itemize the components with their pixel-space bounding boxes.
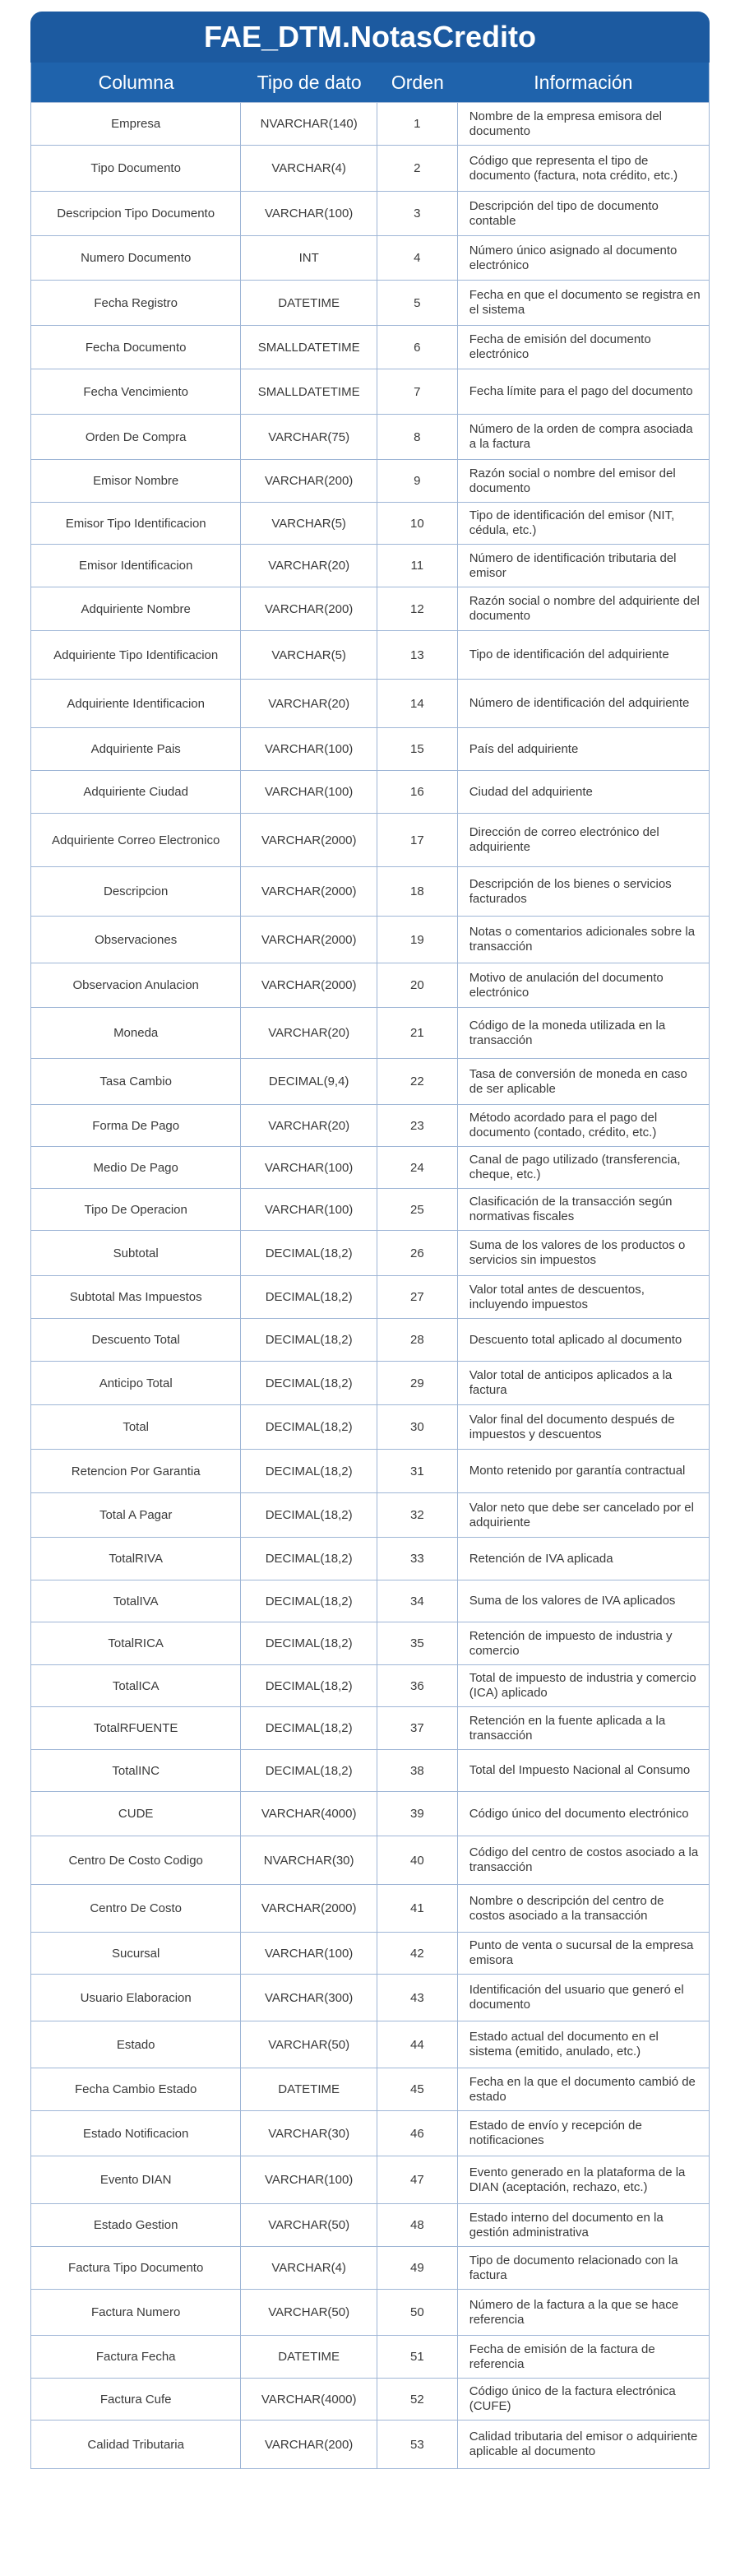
cell-tipo-dato: SMALLDATETIME: [241, 326, 377, 369]
cell-tipo-dato: VARCHAR(2000): [241, 867, 377, 916]
cell-orden: 9: [377, 460, 458, 502]
cell-tipo-dato: DATETIME: [241, 2068, 377, 2110]
cell-orden: 53: [377, 2421, 458, 2468]
table-row: [31, 1230, 709, 1275]
cell-orden: 13: [377, 631, 458, 679]
cell-orden: 42: [377, 1933, 458, 1974]
cell-informacion: Tipo de identificación del emisor (NIT, cédula, etc.): [469, 508, 675, 537]
cell-tipo-dato: VARCHAR(100): [241, 728, 377, 770]
cell-tipo-dato: VARCHAR(20): [241, 1105, 377, 1146]
cell-orden: 7: [377, 369, 458, 414]
table-row: [31, 2246, 709, 2289]
cell-orden: 12: [377, 587, 458, 630]
cell-columna: Adquiriente Correo Electronico: [31, 814, 241, 866]
cell-informacion: Identificación del usuario que generó el documento: [469, 1983, 684, 2012]
cell-columna: Factura Fecha: [31, 2336, 241, 2378]
cell-columna: Sucursal: [31, 1933, 241, 1974]
cell-tipo-dato: DECIMAL(18,2): [241, 1362, 377, 1404]
cell-orden: 2: [377, 146, 458, 191]
table-row: [31, 1622, 709, 1664]
cell-columna: Adquiriente Identificacion: [31, 680, 241, 727]
cell-columna: Total: [31, 1405, 241, 1449]
cell-informacion: Número de la orden de compra asociada a la factura: [469, 422, 693, 451]
table-row: [31, 1884, 709, 1932]
cell-tipo-dato: VARCHAR(5): [241, 503, 377, 544]
table-row: [31, 2156, 709, 2203]
cell-tipo-dato: DECIMAL(18,2): [241, 1622, 377, 1664]
cell-tipo-dato: VARCHAR(5): [241, 631, 377, 679]
cell-tipo-dato: VARCHAR(20): [241, 1008, 377, 1058]
cell-informacion: Suma de los valores de los productos o servicios sin impuestos: [469, 1238, 686, 1267]
cell-informacion: País del adquiriente: [469, 741, 579, 756]
cell-orden: 20: [377, 963, 458, 1007]
cell-orden: 31: [377, 1450, 458, 1492]
cell-columna: Adquiriente Ciudad: [31, 771, 241, 813]
cell-informacion: Número de identificación del adquiriente: [469, 696, 690, 710]
cell-informacion: Número único asignado al documento electrónico: [469, 243, 678, 272]
cell-orden: 6: [377, 326, 458, 369]
cell-informacion: Descuento total aplicado al documento: [469, 1332, 682, 1347]
cell-orden: 21: [377, 1008, 458, 1058]
cell-informacion: Fecha de emisión de la factura de referencia: [469, 2342, 655, 2371]
cell-orden: 5: [377, 281, 458, 325]
cell-informacion: Evento generado en la plataforma de la DIAN (aceptación, rechazo, etc.): [469, 2165, 686, 2194]
cell-orden: 26: [377, 1231, 458, 1275]
cell-columna: Observacion Anulacion: [31, 963, 241, 1007]
cell-informacion: Tipo de identificación del adquiriente: [469, 647, 669, 661]
cell-orden: 46: [377, 2111, 458, 2156]
cell-columna: Fecha Registro: [31, 281, 241, 325]
cell-tipo-dato: VARCHAR(300): [241, 1975, 377, 2021]
cell-orden: 14: [377, 680, 458, 727]
cell-informacion: Código del centro de costos asociado a la transacción: [469, 1845, 699, 1874]
cell-informacion: Total de impuesto de industria y comercio (ICA) aplicado: [469, 1671, 696, 1700]
data-dictionary-table: [30, 12, 710, 2469]
cell-tipo-dato: DECIMAL(18,2): [241, 1450, 377, 1492]
cell-tipo-dato: VARCHAR(50): [241, 2290, 377, 2335]
cell-tipo-dato: DECIMAL(18,2): [241, 1665, 377, 1706]
cell-columna: Observaciones: [31, 917, 241, 963]
cell-orden: 25: [377, 1189, 458, 1230]
cell-tipo-dato: VARCHAR(100): [241, 1147, 377, 1188]
table-row: [31, 1974, 709, 2021]
cell-columna: Forma De Pago: [31, 1105, 241, 1146]
cell-informacion: Tasa de conversión de moneda en caso de ser aplicable: [469, 1066, 687, 1096]
cell-orden: 28: [377, 1319, 458, 1361]
table-row: [31, 544, 709, 587]
cell-informacion: Notas o comentarios adicionales sobre la transacción: [469, 925, 696, 954]
table-row: [31, 2021, 709, 2068]
cell-tipo-dato: VARCHAR(2000): [241, 1885, 377, 1932]
cell-columna: Adquiriente Nombre: [31, 587, 241, 630]
cell-columna: Centro De Costo Codigo: [31, 1836, 241, 1884]
cell-informacion: Retención de impuesto de industria y comercio: [469, 1628, 673, 1658]
cell-informacion: Punto de venta o sucursal de la empresa emisora: [469, 1938, 694, 1967]
cell-tipo-dato: DECIMAL(18,2): [241, 1319, 377, 1361]
cell-columna: Factura Cufe: [31, 2379, 241, 2420]
cell-orden: 16: [377, 771, 458, 813]
table-row: [31, 1361, 709, 1404]
cell-informacion: Descripción de los bienes o servicios facturados: [469, 876, 672, 906]
table-row: [31, 1706, 709, 1749]
cell-orden: 23: [377, 1105, 458, 1146]
cell-orden: 49: [377, 2247, 458, 2289]
cell-columna: Orden De Compra: [31, 415, 241, 459]
cell-tipo-dato: VARCHAR(100): [241, 1189, 377, 1230]
cell-informacion: Descripción del tipo de documento contable: [469, 198, 659, 228]
table-row: [31, 459, 709, 502]
cell-informacion: Método acordado para el pago del documento (contado, crédito, etc.): [469, 1111, 658, 1139]
cell-informacion: Dirección de correo electrónico del adquiriente: [469, 825, 659, 854]
cell-tipo-dato: NVARCHAR(140): [241, 103, 377, 145]
cell-orden: 48: [377, 2204, 458, 2246]
cell-informacion: Fecha de emisión del documento electrónico: [469, 332, 651, 361]
cell-tipo-dato: DECIMAL(18,2): [241, 1538, 377, 1580]
table-row: [31, 1537, 709, 1580]
header-columna: Columna: [98, 71, 174, 93]
cell-tipo-dato: DECIMAL(9,4): [241, 1059, 377, 1104]
table-row: [31, 235, 709, 280]
table-row: [31, 866, 709, 916]
cell-informacion: Nombre de la empresa emisora del documento: [469, 109, 662, 138]
table-row: [31, 1791, 709, 1836]
cell-columna: CUDE: [31, 1792, 241, 1836]
cell-orden: 8: [377, 415, 458, 459]
cell-columna: Tipo Documento: [31, 146, 241, 191]
table-row: [31, 2420, 709, 2469]
cell-tipo-dato: VARCHAR(50): [241, 2021, 377, 2068]
cell-orden: 15: [377, 728, 458, 770]
cell-tipo-dato: VARCHAR(2000): [241, 963, 377, 1007]
table-row: [31, 2289, 709, 2335]
cell-tipo-dato: DECIMAL(18,2): [241, 1580, 377, 1622]
cell-informacion: Estado de envío y recepción de notificaciones: [469, 2119, 642, 2147]
table-row: [31, 369, 709, 414]
cell-orden: 30: [377, 1405, 458, 1449]
cell-columna: Fecha Vencimiento: [31, 369, 241, 414]
table-row: [31, 502, 709, 544]
cell-orden: 29: [377, 1362, 458, 1404]
cell-columna: Descripcion: [31, 867, 241, 916]
cell-columna: Moneda: [31, 1008, 241, 1058]
cell-columna: Empresa: [31, 103, 241, 145]
table-row: [31, 191, 709, 235]
table-row: [31, 770, 709, 813]
cell-orden: 24: [377, 1147, 458, 1188]
cell-tipo-dato: VARCHAR(100): [241, 2156, 377, 2203]
cell-tipo-dato: DECIMAL(18,2): [241, 1707, 377, 1749]
cell-informacion: Estado interno del documento en la gestión administrativa: [469, 2210, 664, 2239]
cell-columna: Estado: [31, 2021, 241, 2068]
cell-informacion: Calidad tributaria del emisor o adquiriente aplicable al documento: [469, 2430, 698, 2458]
cell-columna: Fecha Cambio Estado: [31, 2068, 241, 2110]
cell-orden: 45: [377, 2068, 458, 2110]
cell-tipo-dato: VARCHAR(4): [241, 146, 377, 191]
cell-tipo-dato: VARCHAR(100): [241, 1933, 377, 1974]
cell-tipo-dato: VARCHAR(2000): [241, 814, 377, 866]
cell-columna: Tasa Cambio: [31, 1059, 241, 1104]
table-row: [31, 1146, 709, 1188]
cell-tipo-dato: DATETIME: [241, 281, 377, 325]
header-orden: Orden: [391, 71, 444, 93]
cell-informacion: Código único de la factura electrónica (CUFE): [469, 2384, 676, 2413]
cell-tipo-dato: VARCHAR(100): [241, 192, 377, 235]
table-row: [31, 1104, 709, 1146]
cell-tipo-dato: VARCHAR(2000): [241, 917, 377, 963]
cell-orden: 44: [377, 2021, 458, 2068]
cell-orden: 50: [377, 2290, 458, 2335]
cell-informacion: Fecha límite para el pago del documento: [469, 384, 693, 398]
table-row: [31, 1580, 709, 1622]
cell-orden: 34: [377, 1580, 458, 1622]
cell-informacion: Fecha en que el documento se registra en el sistema: [469, 288, 701, 317]
table-row: [31, 1404, 709, 1449]
cell-orden: 10: [377, 503, 458, 544]
table-row: [31, 2378, 709, 2420]
cell-orden: 33: [377, 1538, 458, 1580]
table-row: [31, 1058, 709, 1104]
cell-columna: Centro De Costo: [31, 1885, 241, 1932]
cell-columna: Fecha Documento: [31, 326, 241, 369]
cell-informacion: Retención en la fuente aplicada a la transacción: [469, 1713, 666, 1743]
table-row: [31, 102, 709, 145]
cell-columna: Factura Tipo Documento: [31, 2247, 241, 2289]
cell-orden: 51: [377, 2336, 458, 2378]
cell-columna: Factura Numero: [31, 2290, 241, 2335]
cell-tipo-dato: VARCHAR(4000): [241, 2379, 377, 2420]
cell-orden: 19: [377, 917, 458, 963]
cell-tipo-dato: DECIMAL(18,2): [241, 1750, 377, 1791]
table-row: [31, 630, 709, 679]
cell-tipo-dato: VARCHAR(4): [241, 2247, 377, 2289]
cell-orden: 39: [377, 1792, 458, 1836]
cell-tipo-dato: VARCHAR(20): [241, 680, 377, 727]
cell-orden: 36: [377, 1665, 458, 1706]
cell-columna: TotalIVA: [31, 1580, 241, 1622]
cell-columna: Estado Gestion: [31, 2204, 241, 2246]
table-row: [31, 1932, 709, 1974]
cell-informacion: Código de la moneda utilizada en la transacción: [469, 1018, 666, 1047]
table-header: [30, 63, 710, 102]
cell-informacion: Código único del documento electrónico: [469, 1806, 689, 1821]
cell-columna: Anticipo Total: [31, 1362, 241, 1404]
cell-informacion: Razón social o nombre del emisor del documento: [469, 466, 676, 495]
cell-columna: TotalRIVA: [31, 1538, 241, 1580]
cell-tipo-dato: DECIMAL(18,2): [241, 1231, 377, 1275]
table-row: [31, 963, 709, 1007]
cell-tipo-dato: VARCHAR(50): [241, 2204, 377, 2246]
cell-orden: 37: [377, 1707, 458, 1749]
table-row: [31, 2110, 709, 2156]
table-row: [31, 1188, 709, 1230]
cell-tipo-dato: VARCHAR(30): [241, 2111, 377, 2156]
cell-tipo-dato: DATETIME: [241, 2336, 377, 2378]
cell-orden: 38: [377, 1750, 458, 1791]
cell-columna: Descripcion Tipo Documento: [31, 192, 241, 235]
cell-columna: Emisor Nombre: [31, 460, 241, 502]
table-row: [31, 813, 709, 866]
table-row: [31, 325, 709, 369]
table-row: [31, 145, 709, 191]
cell-tipo-dato: VARCHAR(200): [241, 587, 377, 630]
table-row: [31, 1492, 709, 1537]
table-row: [31, 1449, 709, 1492]
cell-columna: Total A Pagar: [31, 1493, 241, 1537]
table-row: [31, 916, 709, 963]
table-row: [31, 1664, 709, 1706]
cell-columna: Numero Documento: [31, 236, 241, 280]
cell-informacion: Razón social o nombre del adquiriente del documento: [469, 594, 700, 623]
cell-columna: Usuario Elaboracion: [31, 1975, 241, 2021]
cell-informacion: Total del Impuesto Nacional al Consumo: [469, 1763, 691, 1777]
cell-orden: 43: [377, 1975, 458, 2021]
cell-informacion: Estado actual del documento en el sistema (emitido, anulado, etc.): [469, 2030, 659, 2058]
table-body: [30, 102, 710, 2469]
cell-columna: TotalRFUENTE: [31, 1707, 241, 1749]
cell-tipo-dato: VARCHAR(20): [241, 545, 377, 587]
cell-columna: Subtotal Mas Impuestos: [31, 1276, 241, 1318]
table-row: [31, 679, 709, 727]
cell-informacion: Monto retenido por garantía contractual: [469, 1464, 686, 1478]
cell-informacion: Motivo de anulación del documento electrónico: [469, 970, 664, 1000]
cell-tipo-dato: VARCHAR(75): [241, 415, 377, 459]
cell-tipo-dato: VARCHAR(100): [241, 771, 377, 813]
cell-columna: Adquiriente Pais: [31, 728, 241, 770]
cell-informacion: Código que representa el tipo de documento (factura, nota crédito, etc.): [469, 153, 678, 183]
cell-orden: 4: [377, 236, 458, 280]
cell-columna: Retencion Por Garantia: [31, 1450, 241, 1492]
cell-columna: Emisor Identificacion: [31, 545, 241, 587]
table-title: FAE_DTM.NotasCredito: [30, 12, 710, 63]
table-row: [31, 414, 709, 459]
table-row: [31, 727, 709, 770]
cell-orden: 22: [377, 1059, 458, 1104]
cell-orden: 1: [377, 103, 458, 145]
table-row: [31, 587, 709, 630]
cell-tipo-dato: DECIMAL(18,2): [241, 1405, 377, 1449]
cell-columna: Tipo De Operacion: [31, 1189, 241, 1230]
cell-orden: 17: [377, 814, 458, 866]
table-row: [31, 2068, 709, 2110]
cell-tipo-dato: SMALLDATETIME: [241, 369, 377, 414]
cell-tipo-dato: VARCHAR(4000): [241, 1792, 377, 1836]
cell-columna: Subtotal: [31, 1231, 241, 1275]
table-row: [31, 1749, 709, 1791]
table-row: [31, 1836, 709, 1884]
cell-informacion: Fecha en la que el documento cambió de estado: [469, 2074, 696, 2104]
cell-orden: 3: [377, 192, 458, 235]
cell-informacion: Nombre o descripción del centro de costos asociado a la transacción: [469, 1893, 664, 1923]
cell-columna: Evento DIAN: [31, 2156, 241, 2203]
cell-columna: TotalINC: [31, 1750, 241, 1791]
cell-columna: Adquiriente Tipo Identificacion: [31, 631, 241, 679]
cell-informacion: Valor final del documento después de impuestos y descuentos: [469, 1412, 675, 1441]
cell-columna: Emisor Tipo Identificacion: [31, 503, 241, 544]
cell-informacion: Valor total de anticipos aplicados a la factura: [469, 1368, 673, 1397]
cell-informacion: Número de la factura a la que se hace referencia: [469, 2297, 679, 2327]
table-row: [31, 1007, 709, 1058]
cell-tipo-dato: DECIMAL(18,2): [241, 1493, 377, 1537]
table-row: [31, 2335, 709, 2378]
cell-tipo-dato: INT: [241, 236, 377, 280]
cell-informacion: Valor neto que debe ser cancelado por el adquiriente: [469, 1500, 694, 1529]
cell-informacion: Número de identificación tributaria del emisor: [469, 550, 677, 580]
cell-informacion: Clasificación de la transacción según normativas fiscales: [469, 1195, 673, 1223]
cell-informacion: Suma de los valores de IVA aplicados: [469, 1594, 676, 1608]
cell-informacion: Canal de pago utilizado (transferencia, cheque, etc.): [469, 1153, 681, 1181]
cell-orden: 27: [377, 1276, 458, 1318]
cell-orden: 47: [377, 2156, 458, 2203]
cell-orden: 32: [377, 1493, 458, 1537]
cell-columna: Medio De Pago: [31, 1147, 241, 1188]
cell-orden: 40: [377, 1836, 458, 1884]
cell-tipo-dato: VARCHAR(200): [241, 2421, 377, 2468]
cell-informacion: Ciudad del adquiriente: [469, 784, 593, 799]
cell-orden: 52: [377, 2379, 458, 2420]
cell-columna: TotalRICA: [31, 1622, 241, 1664]
table-row: [31, 2203, 709, 2246]
table-row: [31, 1318, 709, 1361]
table-row: [31, 1275, 709, 1318]
cell-orden: 11: [377, 545, 458, 587]
cell-orden: 41: [377, 1885, 458, 1932]
cell-columna: Calidad Tributaria: [31, 2421, 241, 2468]
cell-informacion: Valor total antes de descuentos, incluyendo impuestos: [469, 1282, 645, 1311]
cell-tipo-dato: DECIMAL(18,2): [241, 1276, 377, 1318]
cell-orden: 18: [377, 867, 458, 916]
cell-columna: Estado Notificacion: [31, 2111, 241, 2156]
cell-informacion: Tipo de documento relacionado con la factura: [469, 2253, 678, 2282]
table-row: [31, 280, 709, 325]
cell-tipo-dato: NVARCHAR(30): [241, 1836, 377, 1884]
cell-tipo-dato: VARCHAR(200): [241, 460, 377, 502]
cell-columna: TotalICA: [31, 1665, 241, 1706]
header-tipo-dato: Tipo de dato: [257, 71, 362, 93]
header-informacion: Información: [534, 71, 633, 93]
cell-informacion: Retención de IVA aplicada: [469, 1551, 613, 1566]
cell-columna: Descuento Total: [31, 1319, 241, 1361]
cell-orden: 35: [377, 1622, 458, 1664]
